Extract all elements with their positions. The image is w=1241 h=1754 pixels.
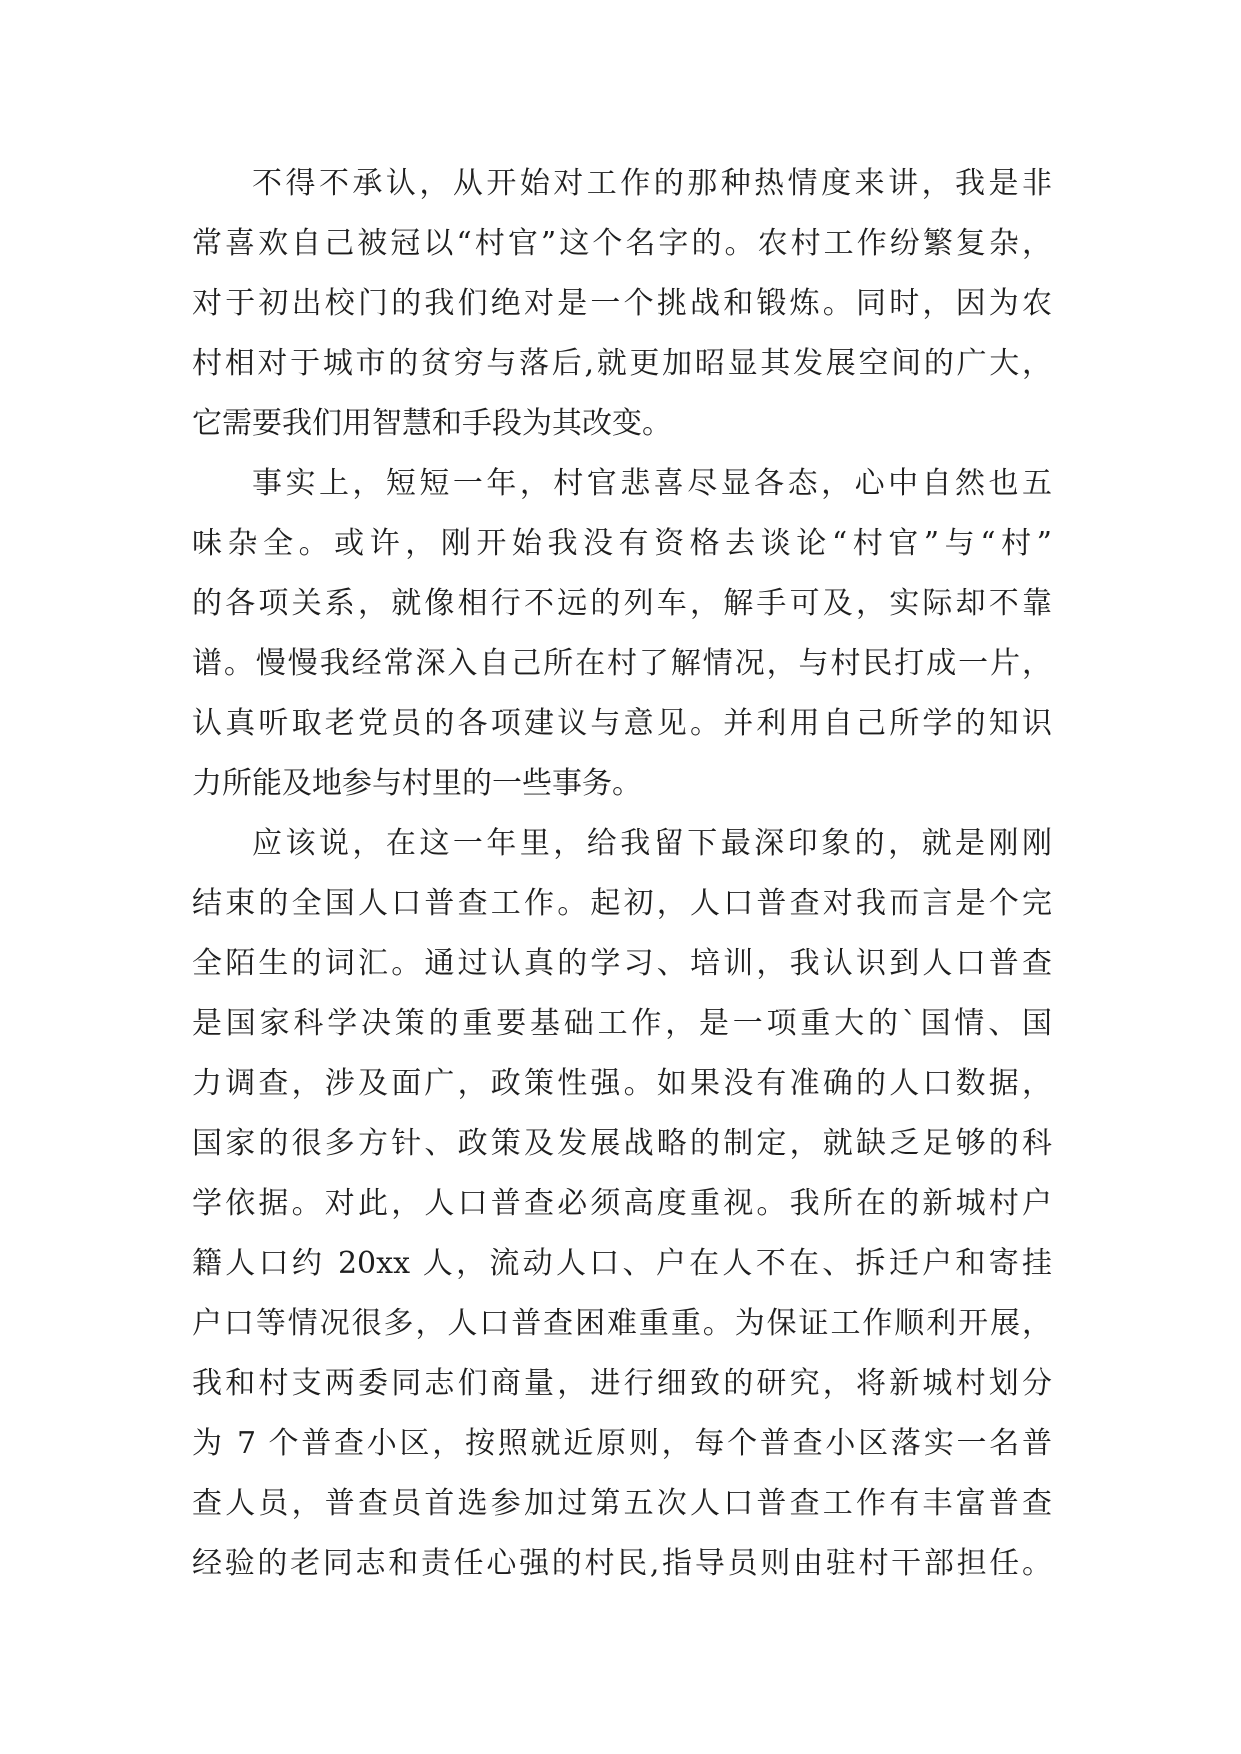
text-line: 学依据。对此，人口普查必须高度重视。我所在的新城村户 xyxy=(192,1186,1052,1221)
paragraph xyxy=(192,814,1052,1594)
paragraph xyxy=(192,154,1052,454)
text-line: 力所能及地参与村里的一些事务。 xyxy=(192,766,642,801)
text-line: 它需要我们用智慧和手段为其改变。 xyxy=(192,406,672,441)
text-line: 我和村支两委同志们商量，进行细致的研究，将新城村划分 xyxy=(192,1366,1052,1401)
text-line: 事实上，短短一年，村官悲喜尽显各态，心中自然也五 xyxy=(252,466,1052,501)
paragraph xyxy=(192,454,1052,814)
text-line: 谱。慢慢我经常深入自己所在村了解情况，与村民打成一片， xyxy=(192,646,1052,681)
text-line: 结束的全国人口普查工作。起初，人口普查对我而言是个完 xyxy=(192,886,1052,921)
text-line: 籍人口约 20xx 人，流动人口、户在人不在、拆迁户和寄挂 xyxy=(192,1246,1052,1281)
text-line: 为 7 个普查小区，按照就近原则，每个普查小区落实一名普 xyxy=(192,1426,1052,1461)
text-line: 村相对于城市的贫穷与落后,就更加昭显其发展空间的广大， xyxy=(192,346,1052,381)
text-line: 力调查，涉及面广，政策性强。如果没有准确的人口数据， xyxy=(192,1066,1052,1101)
text-line: 全陌生的词汇。通过认真的学习、培训，我认识到人口普查 xyxy=(192,946,1052,981)
document-body xyxy=(192,154,1052,1594)
text-line: 不得不承认，从开始对工作的那种热情度来讲，我是非 xyxy=(252,166,1052,201)
text-line: 味杂全。或许，刚开始我没有资格去谈论“村官”与“村” xyxy=(192,526,1052,561)
text-line: 查人员，普查员首选参加过第五次人口普查工作有丰富普查 xyxy=(192,1486,1052,1521)
text-line: 国家的很多方针、政策及发展战略的制定，就缺乏足够的科 xyxy=(192,1126,1052,1161)
text-line: 应该说，在这一年里，给我留下最深印象的，就是刚刚 xyxy=(252,826,1052,861)
text-line: 是国家科学决策的重要基础工作，是一项重大的`国情、国 xyxy=(192,1006,1052,1041)
text-line: 认真听取老党员的各项建议与意见。并利用自己所学的知识 xyxy=(192,706,1052,741)
text-line: 经验的老同志和责任心强的村民,指导员则由驻村干部担任。 xyxy=(192,1546,1052,1581)
text-line: 对于初出校门的我们绝对是一个挑战和锻炼。同时，因为农 xyxy=(192,286,1052,321)
text-line: 常喜欢自己被冠以“村官”这个名字的。农村工作纷繁复杂， xyxy=(192,226,1052,261)
text-line: 户口等情况很多，人口普查困难重重。为保证工作顺利开展， xyxy=(192,1306,1052,1341)
text-line: 的各项关系，就像相行不远的列车，解手可及，实际却不靠 xyxy=(192,586,1052,621)
